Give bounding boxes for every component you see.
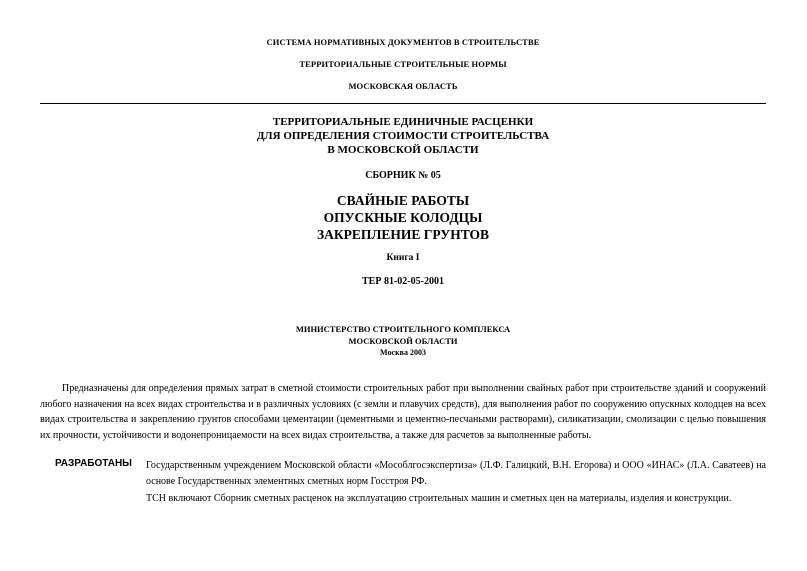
header-system: СИСТЕМА НОРМАТИВНЫХ ДОКУМЕНТОВ В СТРОИТЕЛЬСТВЕ [266,37,540,47]
title-line-1: ТЕРРИТОРИАЛЬНЫЕ ЕДИНИЧНЫЕ РАСЦЕНКИ [272,116,534,128]
publisher-city-year: Москва 2003 [380,348,426,357]
header-region: МОСКОВСКАЯ ОБЛАСТЬ [348,81,458,91]
purpose-paragraph: Предназначены для определения прямых затрат в сметной стоимости строительных работ при выполнении свайных работ при строительстве зданий и сооружений любого назначения на всех видах строительства и в различных условиях (с земли и плавучих средств), для выполнения работ по сооружению опускных колодцев на всех видах строительства и закреплению грунтов способами цементации (цементными и цементно-песчаными растворами), силикатизации, смолизации с целью повышения их прочности, устойчивости и водонепроницаемости на всех видах строительства, а также для расчетов за выполненные работы. [40,383,766,441]
header-divider [40,103,766,104]
subject-line-1: СВАЙНЫЕ РАБОТЫ [336,193,470,208]
publisher-block [40,324,766,359]
subject-line-2: ОПУСКНЫЕ КОЛОДЦЫ [323,210,483,225]
subject-block [40,192,766,243]
title-line-2: ДЛЯ ОПРЕДЕЛЕНИЯ СТОИМОСТИ СТРОИТЕЛЬСТВА [256,130,550,142]
book-number: Книга I [386,253,420,263]
developed-text: Государственным учреждением Московской области «Мособлгосэкспертиза» (Л.Ф. Галицкий, В.Н. Егорова) и ООО «ИНАС» (Л.А. Саватеев) на основе Государственных элементных сметных норм Госстроя РФ. [146,460,766,487]
header-norms: ТЕРРИТОРИАЛЬНЫЕ СТРОИТЕЛЬНЫЕ НОРМЫ [299,59,507,69]
collection-number: СБОРНИК № 05 [365,170,441,181]
title-block [40,115,766,157]
document-code: ТЕР 81-02-05-2001 [362,276,444,287]
title-line-3: В МОСКОВСКОЙ ОБЛАСТИ [327,144,479,156]
publisher-line-2: МОСКОВСКОЙ ОБЛАСТИ [348,335,458,346]
tsn-note: ТСН включают Сборник сметных расценок на эксплуатацию строительных машин и сметных цен на материалы, изделия и конструкции. [146,493,732,504]
publisher-line-1: МИНИСТЕРСТВО СТРОИТЕЛЬНОГО КОМПЛЕКСА [295,324,511,334]
developed-label: РАЗРАБОТАНЫ [55,458,132,469]
subject-line-3: ЗАКРЕПЛЕНИЕ ГРУНТОВ [316,227,490,242]
